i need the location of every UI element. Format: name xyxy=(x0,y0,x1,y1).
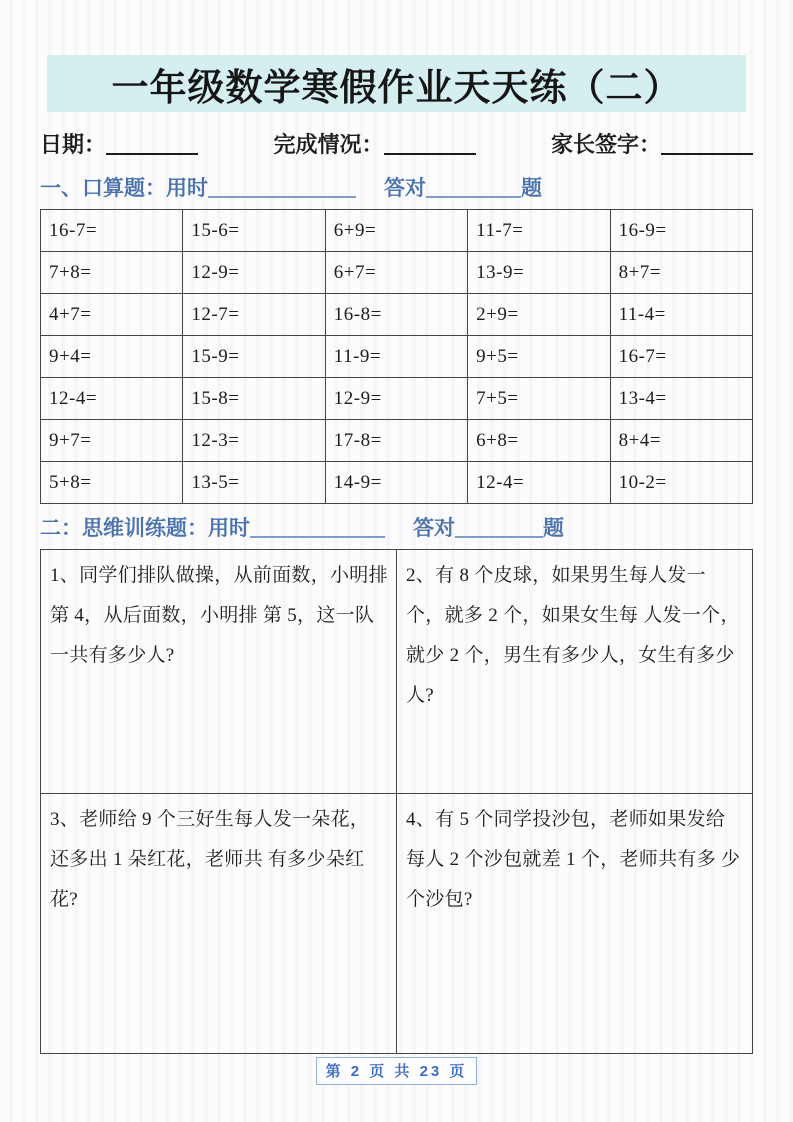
oral-problem-cell: 14-9= xyxy=(325,462,467,504)
oral-problem-cell: 2+9= xyxy=(468,294,610,336)
page-number-box xyxy=(316,1057,478,1085)
section1-heading xyxy=(40,172,753,202)
signature-label: 家长签字： xyxy=(550,132,661,157)
word-problem-3: 3、老师给 9 个三好生每人发一朵花，还多出 1 朵红花，老师共 有多少朵红 花? xyxy=(41,794,397,1054)
signature-group xyxy=(551,128,753,159)
completion-blank xyxy=(384,139,476,155)
oral-problem-cell: 17-8= xyxy=(325,420,467,462)
oral-problem-cell: 12-9= xyxy=(183,252,325,294)
oral-problem-cell: 6+8= xyxy=(468,420,610,462)
section2-title: 二：思维训练题：用时 xyxy=(40,516,250,540)
word-problem-4: 4、有 5 个同学投沙包，老师如果发给 每人 2 个沙包就差 1 个，老师共有多 少个沙包? xyxy=(397,794,753,1054)
oral-calculation-table xyxy=(40,209,753,504)
oral-problem-cell: 9+5= xyxy=(468,336,610,378)
oral-table-row xyxy=(41,294,753,336)
oral-problem-cell: 6+7= xyxy=(325,252,467,294)
oral-table-row xyxy=(41,336,753,378)
section2-unit-label: 题 xyxy=(543,516,564,540)
oral-problem-cell: 16-7= xyxy=(41,210,183,252)
oral-problem-cell: 12-4= xyxy=(468,462,610,504)
section1-title: 一、口算题：用时 xyxy=(40,176,208,200)
oral-problem-cell: 12-7= xyxy=(183,294,325,336)
oral-table-row xyxy=(41,462,753,504)
oral-problem-cell: 12-9= xyxy=(325,378,467,420)
word-problems-table xyxy=(40,549,753,1054)
signature-blank xyxy=(661,139,753,155)
oral-table-row xyxy=(41,378,753,420)
completion-label: 完成情况： xyxy=(273,132,384,157)
oral-problem-cell: 13-5= xyxy=(183,462,325,504)
word-problem-1: 1、同学们排队做操，从前面数，小明排 第 4，从后面数，小明排 第 5，这一队 一共有多少人? xyxy=(41,550,397,794)
meta-line xyxy=(40,127,753,159)
oral-table-row xyxy=(41,252,753,294)
date-blank xyxy=(106,139,198,155)
oral-problem-cell: 7+8= xyxy=(41,252,183,294)
section1-unit-label: 题 xyxy=(521,176,542,200)
oral-table-row xyxy=(41,420,753,462)
oral-problem-cell: 13-4= xyxy=(610,378,752,420)
oral-problem-cell: 15-8= xyxy=(183,378,325,420)
section2-answered-blank xyxy=(455,522,543,538)
oral-problem-cell: 12-3= xyxy=(183,420,325,462)
worksheet-title-band xyxy=(47,55,746,112)
word-problem-2: 2、有 8 个皮球，如果男生每人发一个，就多 2 个，如果女生每 人发一个，就少 2 个，男生有多少人，女生有多少 人? xyxy=(397,550,753,794)
section2-time-blank xyxy=(250,522,385,538)
oral-problem-cell: 16-8= xyxy=(325,294,467,336)
oral-problem-cell: 10-2= xyxy=(610,462,752,504)
oral-problem-cell: 11-4= xyxy=(610,294,752,336)
oral-problem-cell: 7+5= xyxy=(468,378,610,420)
completion-group xyxy=(273,128,475,159)
oral-problem-cell: 11-9= xyxy=(325,336,467,378)
oral-problem-cell: 4+7= xyxy=(41,294,183,336)
oral-problem-cell: 9+7= xyxy=(41,420,183,462)
page-title: 一年级数学寒假作业天天练（二） xyxy=(111,67,682,109)
date-group xyxy=(40,128,198,159)
oral-problem-cell: 5+8= xyxy=(41,462,183,504)
section1-answered-label: 答对 xyxy=(384,176,426,200)
section2-heading xyxy=(40,512,753,542)
word-problems-row-1 xyxy=(41,550,753,794)
oral-problem-cell: 8+7= xyxy=(610,252,752,294)
oral-problem-cell: 6+9= xyxy=(325,210,467,252)
oral-problem-cell: 11-7= xyxy=(468,210,610,252)
oral-problem-cell: 15-9= xyxy=(183,336,325,378)
section1-answered-blank xyxy=(426,182,521,198)
footer xyxy=(40,1057,753,1085)
oral-problem-cell: 16-9= xyxy=(610,210,752,252)
section2-answered-label: 答对 xyxy=(413,516,455,540)
word-problems-row-2 xyxy=(41,794,753,1054)
oral-problem-cell: 15-6= xyxy=(183,210,325,252)
oral-problem-cell: 16-7= xyxy=(610,336,752,378)
oral-problem-cell: 8+4= xyxy=(610,420,752,462)
oral-table-row xyxy=(41,210,753,252)
page-number-text: 第 2 页 共 23 页 xyxy=(325,1063,468,1080)
section1-time-blank xyxy=(208,182,356,198)
oral-problem-cell: 9+4= xyxy=(41,336,183,378)
oral-problem-cell: 13-9= xyxy=(468,252,610,294)
date-label: 日期： xyxy=(40,132,107,157)
oral-problem-cell: 12-4= xyxy=(41,378,183,420)
